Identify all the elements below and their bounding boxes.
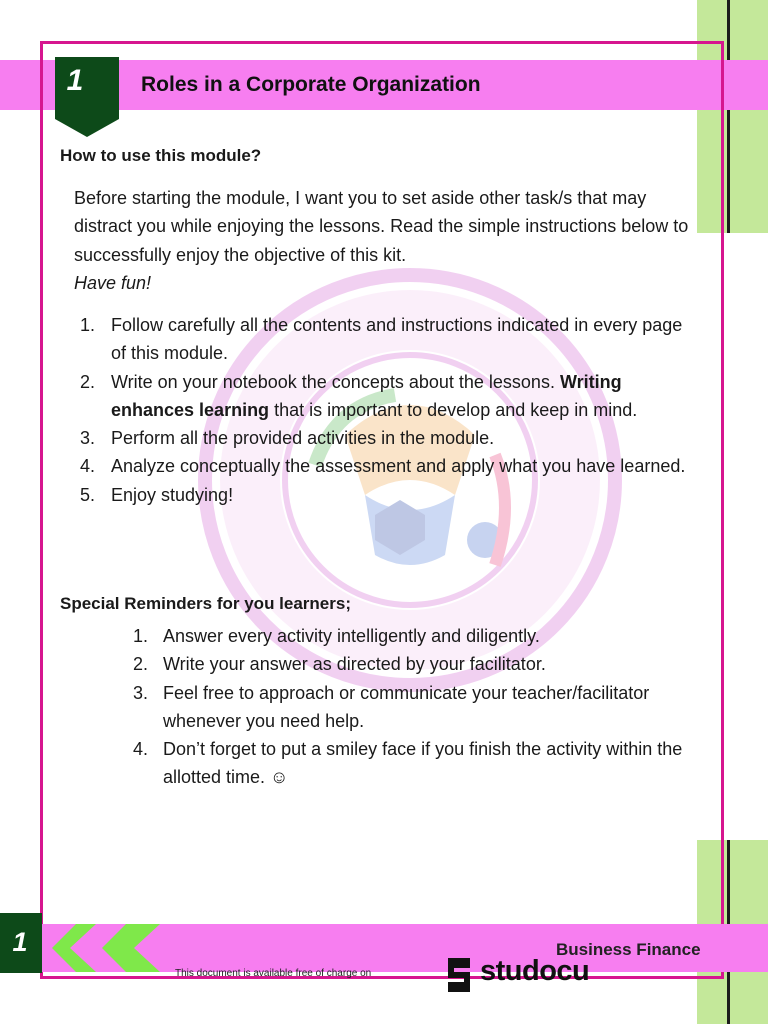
list-item-text: Enjoy studying! bbox=[111, 484, 234, 505]
list-item-number: 1. bbox=[133, 626, 149, 646]
list-item-text: Perform all the provided activities in the module. bbox=[111, 428, 495, 449]
list-item-number: 3. bbox=[80, 428, 96, 449]
studocu-brand[interactable]: studocu bbox=[480, 955, 590, 987]
instructions-list bbox=[74, 311, 699, 509]
list-item-text: Follow carefully all the contents and instructions indicated in every page of this module. bbox=[111, 315, 683, 364]
special-reminders-heading: Special Reminders for you learners; bbox=[60, 594, 351, 613]
list-item bbox=[74, 452, 699, 480]
module-number: 1 bbox=[66, 64, 84, 97]
list-item-number: 2. bbox=[133, 654, 149, 675]
intro-italic: Have fun! bbox=[74, 272, 152, 293]
availability-note: This document is available free of charge on bbox=[175, 968, 372, 979]
list-item bbox=[74, 311, 699, 368]
list-item-text: that is important to develop and keep in mind. bbox=[274, 399, 638, 420]
list-item bbox=[74, 424, 699, 452]
list-item bbox=[127, 650, 707, 678]
chevron-left-icon bbox=[48, 924, 163, 972]
list-item-bold-text: Writing enhances learning bbox=[111, 371, 622, 420]
list-item bbox=[127, 622, 707, 650]
intro-paragraph bbox=[74, 184, 699, 297]
page-title: Roles in a Corporate Organization bbox=[141, 73, 481, 96]
side-strip-top-line bbox=[727, 0, 730, 233]
list-item-text: Write on your notebook the concepts about the lessons. bbox=[111, 371, 555, 392]
page-number: 1 bbox=[12, 927, 28, 957]
list-item-number: 4. bbox=[80, 456, 96, 477]
how-to-use-heading: How to use this module? bbox=[60, 146, 262, 165]
list-item bbox=[127, 679, 707, 736]
subject-label: Business Finance bbox=[556, 940, 701, 959]
reminders-list bbox=[127, 622, 707, 792]
list-item-number: 3. bbox=[133, 682, 149, 703]
list-item-text: Answer every activity intelligently and diligently. bbox=[163, 626, 540, 646]
list-item-text: Feel free to approach or communicate your teacher/facilitator whenever you need help. bbox=[163, 682, 650, 731]
page-frame bbox=[40, 41, 724, 979]
list-item bbox=[74, 368, 699, 425]
list-item bbox=[74, 481, 699, 509]
list-item-number: 5. bbox=[80, 484, 96, 505]
list-item-number: 2. bbox=[80, 371, 96, 392]
list-item-text: Write your answer as directed by your facilitator. bbox=[163, 654, 546, 675]
intro-text: Before starting the module, I want you to set aside other task/s that may distract you while enjoying the lessons. Read the simple instructions below to successfully enjoy the objective of this kit. bbox=[74, 188, 689, 265]
list-item-number: 1. bbox=[80, 315, 96, 335]
list-item bbox=[127, 735, 707, 792]
list-item-text: Analyze conceptually the assessment and apply what you have learned. bbox=[111, 456, 686, 477]
list-item-text: Don’t forget to put a smiley face if you finish the activity within the allotted time. ☺ bbox=[163, 739, 683, 788]
list-item-number: 4. bbox=[133, 739, 149, 760]
